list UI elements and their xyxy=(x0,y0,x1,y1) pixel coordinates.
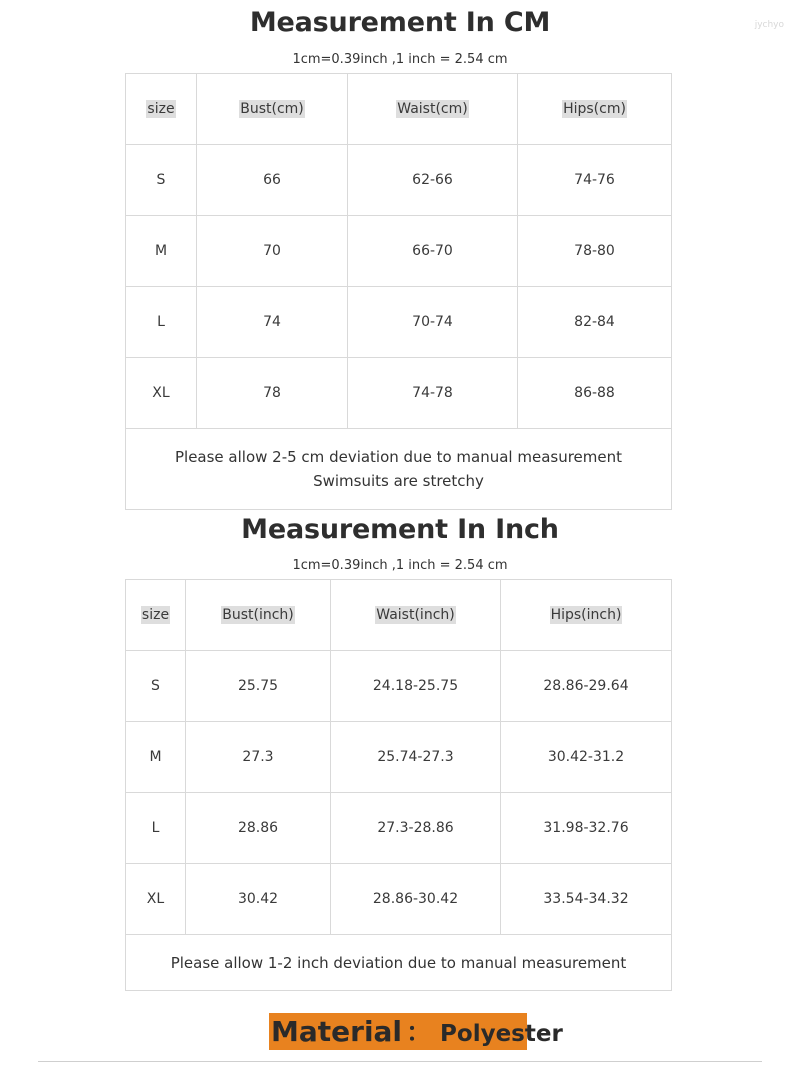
table-row xyxy=(126,216,672,287)
inch-section-title: Measurement In Inch xyxy=(241,514,559,545)
measurement-cell: 70-74 xyxy=(348,287,518,358)
measurement-cell: 74-76 xyxy=(518,145,672,216)
measurement-cell: 78 xyxy=(197,358,348,429)
material-banner xyxy=(269,1013,563,1050)
measurement-cell: 31.98-32.76 xyxy=(501,793,672,864)
header-label: size xyxy=(147,101,175,117)
note-line: Please allow 1-2 inch deviation due to manual measurement xyxy=(170,953,627,972)
table-header-cell xyxy=(126,74,197,145)
measurement-cell: 25.74-27.3 xyxy=(331,722,501,793)
measurement-cell: 74 xyxy=(197,287,348,358)
measurement-cell: 78-80 xyxy=(518,216,672,287)
size-cell: L xyxy=(126,793,186,864)
measurement-cell: 86-88 xyxy=(518,358,672,429)
table-header-row xyxy=(126,580,672,651)
measurement-cell: 66 xyxy=(197,145,348,216)
table-note-row xyxy=(126,935,672,991)
table-row xyxy=(126,358,672,429)
measurement-cell: 28.86-29.64 xyxy=(501,651,672,722)
measurement-cell: 30.42-31.2 xyxy=(501,722,672,793)
measurement-cell: 27.3 xyxy=(186,722,331,793)
header-label: Bust(cm) xyxy=(240,101,304,117)
measurement-cell: 33.54-34.32 xyxy=(501,864,672,935)
table-header-cell xyxy=(348,74,518,145)
table-header-cell xyxy=(186,580,331,651)
size-cell: S xyxy=(126,145,197,216)
table-row xyxy=(126,864,672,935)
note-line: Please allow 2-5 cm deviation due to manual measurement xyxy=(174,448,622,466)
header-label: Bust(inch) xyxy=(222,607,294,623)
table-row xyxy=(126,651,672,722)
cm-conversion-note: 1cm=0.39inch ,1 inch = 2.54 cm xyxy=(292,52,508,67)
measurement-cell: 28.86-30.42 xyxy=(331,864,501,935)
bottom-divider xyxy=(38,1061,762,1062)
measurement-cell: 62-66 xyxy=(348,145,518,216)
size-cell: M xyxy=(126,722,186,793)
table-row xyxy=(126,722,672,793)
table-note-row xyxy=(126,429,672,510)
measurement-cell: 82-84 xyxy=(518,287,672,358)
table-header-cell xyxy=(518,74,672,145)
measurement-cell: 70 xyxy=(197,216,348,287)
size-cell: S xyxy=(126,651,186,722)
size-cell: L xyxy=(126,287,197,358)
header-label: Hips(cm) xyxy=(563,101,626,117)
table-note-cell xyxy=(126,935,672,991)
cm-size-table xyxy=(125,73,672,510)
size-cell: XL xyxy=(126,864,186,935)
material-colon: ： xyxy=(406,1018,433,1048)
table-header-cell xyxy=(197,74,348,145)
cm-section-title: Measurement In CM xyxy=(249,7,551,38)
table-header-cell xyxy=(331,580,501,651)
inch-size-table xyxy=(125,579,672,991)
inch-conversion-note: 1cm=0.39inch ,1 inch = 2.54 cm xyxy=(292,558,508,573)
size-cell: XL xyxy=(126,358,197,429)
table-row xyxy=(126,287,672,358)
note-line: Swimsuits are stretchy xyxy=(313,472,484,490)
measurement-cell: 30.42 xyxy=(186,864,331,935)
measurement-cell: 28.86 xyxy=(186,793,331,864)
table-row xyxy=(126,145,672,216)
table-note-cell xyxy=(126,429,672,510)
table-header-cell xyxy=(501,580,672,651)
header-label: Hips(inch) xyxy=(550,607,622,623)
measurement-cell: 74-78 xyxy=(348,358,518,429)
measurement-cell: 27.3-28.86 xyxy=(331,793,501,864)
table-row xyxy=(126,793,672,864)
header-label: Waist(inch) xyxy=(376,607,455,623)
table-header-row xyxy=(126,74,672,145)
table-header-cell xyxy=(126,580,186,651)
material-value: Polyester xyxy=(440,1021,563,1047)
header-label: Waist(cm) xyxy=(397,101,468,117)
header-label: size xyxy=(141,607,170,623)
watermark-text: jychyo xyxy=(754,20,784,30)
measurement-cell: 25.75 xyxy=(186,651,331,722)
size-cell: M xyxy=(126,216,197,287)
material-label: Material xyxy=(271,1015,403,1048)
measurement-cell: 66-70 xyxy=(348,216,518,287)
measurement-cell: 24.18-25.75 xyxy=(331,651,501,722)
